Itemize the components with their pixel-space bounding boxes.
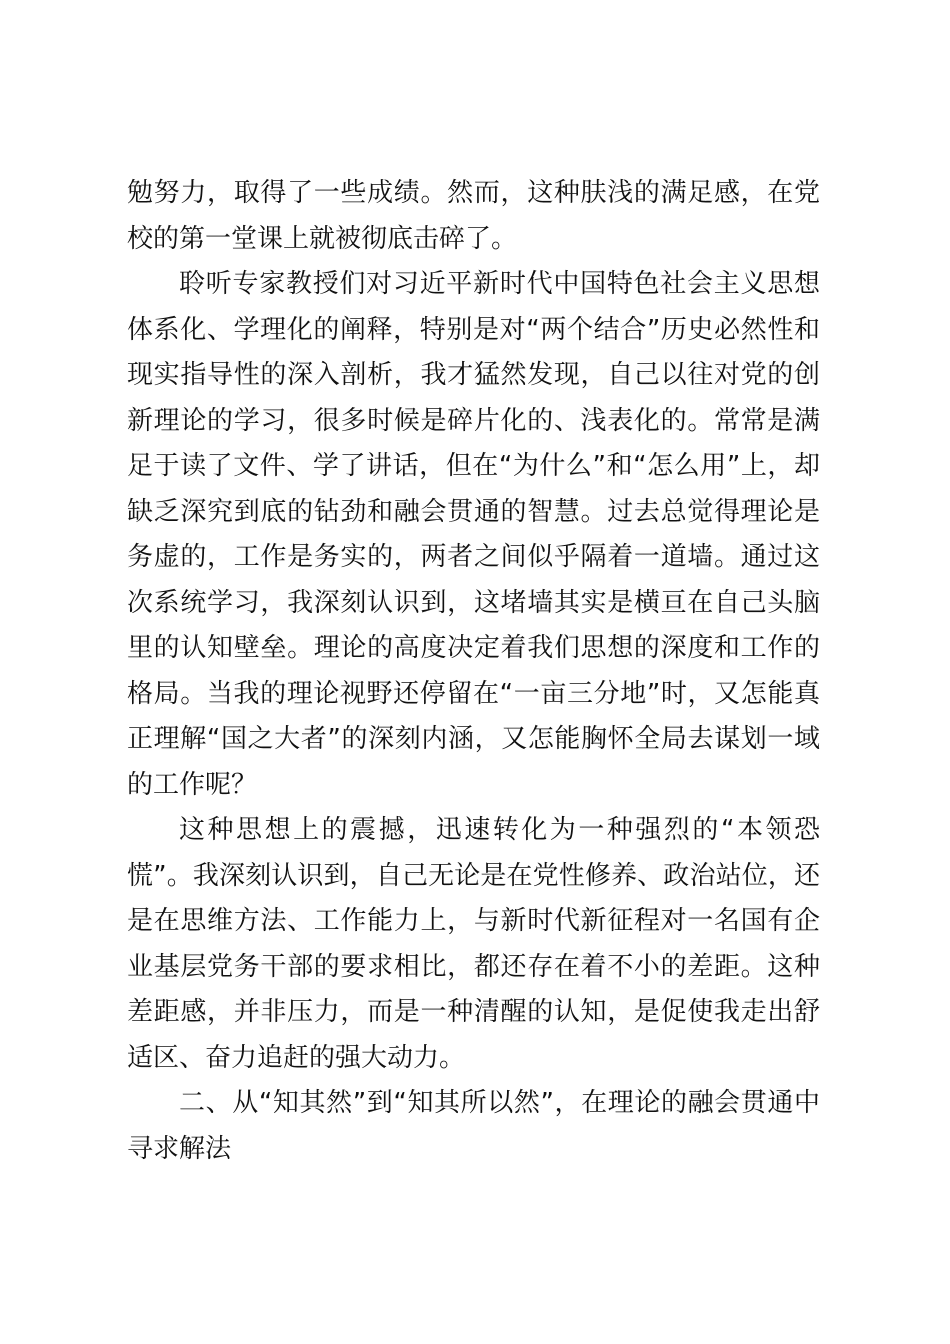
paragraph-skill-panic: 这种思想上的震撼，迅速转化为一种强烈的“本领恐慌”。我深刻认识到，自己无论是在党性修养、政治站位，还是在思维方法、工作能力上，与新时代新征程对一名国有企业基层党务干部的要求相比，都还存在着不小的差距。这种差距感，并非压力，而是一种清醒的认知，是促使我走出舒适区、奋力追赶的强大动力。 [127,815,820,1073]
document-body [127,171,820,1172]
paragraph-continued: 勉努力，取得了一些成绩。然而，这种肤浅的满足感，在党校的第一堂课上就被彻底击碎了。 [127,178,820,254]
section-heading: 二、从“知其然”到“知其所以然”，在理论的融会贯通中寻求解法 [127,1088,820,1164]
paragraph-theory-study: 聆听专家教授们对习近平新时代中国特色社会主义思想体系化、学理化的阐释，特别是对“两个结合”历史必然性和现实指导性的深入剖析，我才猛然发现，自己以往对党的创新理论的学习，很多时候是碎片化的、浅表化的。常常是满足于读了文件、学了讲话，但在“为什么”和“怎么用”上，却缺乏深究到底的钻劲和融会贯通的智慧。过去总觉得理论是务虚的，工作是务实的，两者之间似乎隔着一道墙。通过这次系统学习，我深刻认识到，这堵墙其实是横亘在自己头脑里的认知壁垒。理论的高度决定着我们思想的深度和工作的格局。当我的理论视野还停留在“一亩三分地”时，又怎能真正理解“国之大者”的深刻内涵，又怎能胸怀全局去谋划一域的工作呢？ [127,269,820,800]
